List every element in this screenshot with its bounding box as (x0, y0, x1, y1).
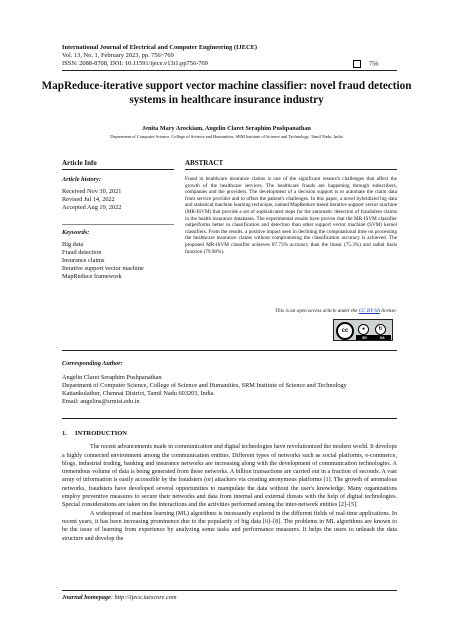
license-suffix: license. (380, 308, 397, 314)
keywords-heading: Keywords: (62, 229, 90, 236)
intro-paragraph: A widespread of machine learning (ML) algorithms is incessantly explored in the different fields of real-time applications. In recent years, it has been increasing prominence due to the popularity of big data [6]–[8]. The problems in ML algorithms are known to be the issue of learning from experience by analyzing some tasks and performance measures. It helps the users to unleash the data structure and develop the (62, 510, 397, 542)
journal-issn: ISSN: 2088-8708, DOI: 10.11591/ijece.v13i1.pp756-769 (62, 60, 208, 68)
intro-paragraph: The recent advancements made in communication and digital technologies have revolutionized the modern world. It develops a highly connected environment among the communication entities. Different types of networks such as social platforms, e-commerce, blogs, industrial trading, banking and insurance networks are increasing along with the development of communication technologies. A tremendous volume of data is being generated from these networks. A billion transactions are carried out in a fraction of seconds. A vast array of information is easily accessible by the fraudsters (or) attackers via creating anonymous platforms [1]. The growth of anomalous networks, fraudsters have developed several opportunities to manipulate the data without the user's knowledge. Many organizations employ preventive measures to secure their networks and data from internal and external threats with the help of digital technologies. Special considerations are taken on the interactions and the activities performed among the inter-network entities [2]–[5]. (62, 444, 397, 509)
paper-affiliation: Department of Computer Science, College of Science and Humanities, SRM Institute of Science and Technology, Tamil Nadu, India (110, 134, 343, 139)
article-history-heading: Article history: (62, 176, 102, 183)
checkbox-icon (353, 60, 361, 68)
abstract-text: Fraud in healthcare insurance claims is one of the significant research challenges that affect the growth of the healthcare services. The healthcare frauds are happening through subscribers, companies and the providers. The development of a decision support is to automate the claim data from service provider and to offset the patient's challenges. In this paper, a novel hybridized big data and statistical machine learning technique, named MapReduce based iterative support vector machine (MR-ISVM) that provide a set of sophisticated steps for the automatic detection of fraudulent claims in the health insurance databases. The experimental results have proven that the MR-ISVM classifier outperforms better in classification and detection than other support vector machine (SVM) kernel classifiers. From the results, a positive impact seen in declining the computational time on processing the healthcare insurance claims without compromising the classification accuracy is achieved. The proposed MR-ISVM classifier achieves 87.73% accuracy than the linear (75.3%) and radial basis function (79.98%). (185, 176, 397, 255)
cc-logo-icon: cc (336, 322, 354, 340)
keyword: Iterative support vector machine (62, 265, 144, 272)
article-info-rule (62, 169, 174, 170)
corresponding-rule (62, 350, 397, 351)
keywords-rule (62, 224, 174, 225)
paper-title: MapReduce-iterative support vector machine classifier: novel fraud detection systems in healthcare insurance industry (41, 80, 412, 106)
person-icon: ● (358, 324, 369, 335)
keyword: Fraud detection (62, 249, 102, 256)
share-alike-icon: ↻ (375, 324, 386, 335)
corresponding-author (62, 360, 397, 406)
homepage-url: : http://ijece.iaescore.com (110, 594, 177, 601)
corr-name: Angelin Claret Seraphim Pushpanathan (62, 374, 162, 382)
keyword: Insurance claims (62, 257, 105, 264)
corr-dept: Department of Computer Science, College of Science and Humanities, SRM Institute of Science and Technology (62, 382, 347, 390)
history-revised: Revised Jul 14, 2022 (62, 196, 115, 203)
introduction-heading: 1. INTRODUCTION (62, 430, 128, 437)
article-info-heading: Article Info (62, 159, 97, 167)
header-rule (62, 70, 397, 71)
journal-header (62, 44, 257, 69)
history-accepted: Accepted Aug 19, 2022 (62, 204, 122, 211)
cc-license-badge[interactable] (333, 319, 393, 341)
keyword: MapReduce framework (62, 273, 122, 280)
cc-sa-label: SA (379, 335, 385, 340)
keyword: Big data (62, 241, 84, 248)
abstract-heading: ABSTRACT (185, 159, 224, 167)
cc-badge-labels (356, 335, 391, 340)
cc-by-label: BY (362, 335, 368, 340)
corr-email: Email: angelins@srmist.edu.in (62, 398, 140, 406)
page-number-block (353, 60, 379, 68)
page-number: 756 (369, 60, 379, 68)
license-line (185, 308, 397, 314)
article-history (62, 176, 172, 212)
history-received: Received Nov 30, 2021 (62, 188, 122, 195)
corr-address: Kattankulathur, Chennai District, Tamil Nadu 603203, India (62, 390, 214, 398)
paper-authors: Jenita Mary Arockiam, Angelin Claret Seraphim Pushpanathan (142, 125, 311, 132)
corresponding-heading: Corresponding Author: (62, 360, 123, 367)
journal-homepage[interactable] (62, 594, 177, 601)
abstract-rule (185, 169, 397, 170)
license-prefix: This is an open access article under the (275, 308, 359, 314)
license-link[interactable]: CC BY-SA (358, 308, 380, 314)
intro-rule (62, 418, 397, 419)
homepage-label: Journal homepage (62, 594, 111, 601)
journal-volume: Vol. 13, No. 1, February 2023, pp. 756~769 (62, 52, 174, 60)
introduction-section (62, 430, 397, 543)
journal-name: International Journal of Electrical and Computer Engineering (IJECE) (62, 44, 257, 51)
footer-rule (62, 590, 397, 591)
keywords-block (62, 229, 172, 281)
